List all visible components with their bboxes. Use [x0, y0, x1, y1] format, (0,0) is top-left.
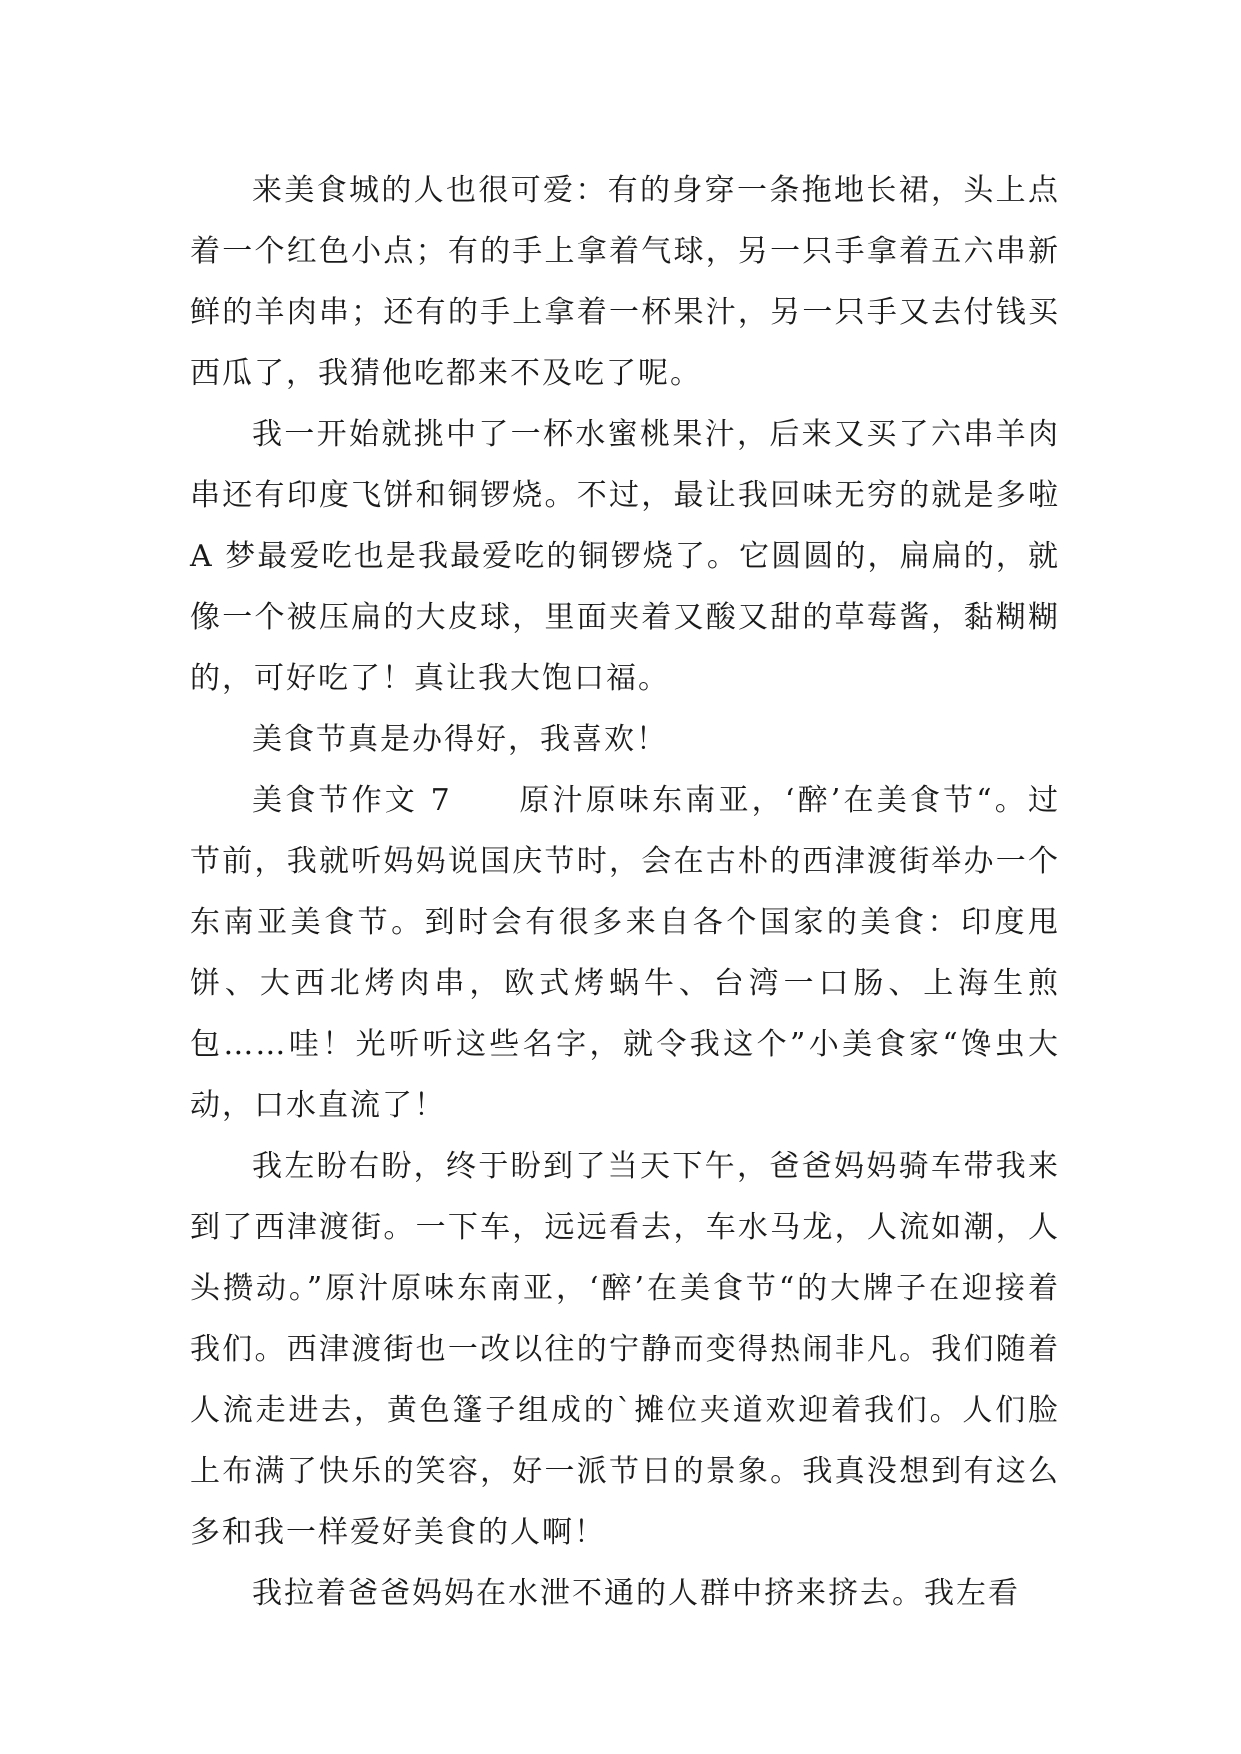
document-body	[190, 160, 1060, 1624]
paragraph-3: 美食节真是办得好，我喜欢！	[252, 722, 668, 757]
paragraph-6: 我拉着爸爸妈妈在水泄不通的人群中挤来挤去。我左看	[252, 1576, 1020, 1611]
paragraph-2: 我一开始就挑中了一杯水蜜桃果汁，后来又买了六串羊肉串还有印度飞饼和铜锣烧。不过，最让我回味无穷的就是多啦 A 梦最爱吃也是我最爱吃的铜锣烧了。它圆圆的，扁扁的，就像一个被压扁的大皮球，里面夹着又酸又甜的草莓酱，黏糊糊的，可好吃了！真让我大饱口福。	[190, 417, 1060, 696]
paragraph-5: 我左盼右盼，终于盼到了当天下午，爸爸妈妈骑车带我来到了西津渡街。一下车，远远看去，车水马龙，人流如潮，人头攒动。”原汁原味东南亚，‘醉’在美食节“的大牌子在迎接着我们。西津渡街也一改以往的宁静而变得热闹非凡。我们随着人流走进去，黄色篷子组成的`摊位夹道欢迎着我们。人们脸上布满了快乐的笑容，好一派节日的景象。我真没想到有这么多和我一样爱好美食的人啊！	[190, 1149, 1060, 1550]
paragraph-4: 美食节作文 7 原汁原味东南亚，‘醉’在美食节“。过节前，我就听妈妈说国庆节时，会在古朴的西津渡街举办一个东南亚美食节。到时会有很多来自各个国家的美食：印度甩饼、大西北烤肉串，欧式烤蜗牛、台湾一口肠、上海生煎包……哇！光听听这些名字，就令我这个”小美食家“馋虫大动，口水直流了！	[190, 783, 1060, 1123]
paragraph-1: 来美食城的人也很可爱：有的身穿一条拖地长裙，头上点着一个红色小点；有的手上拿着气球，另一只手拿着五六串新鲜的羊肉串；还有的手上拿着一杯果汁，另一只手又去付钱买西瓜了，我猜他吃都来不及吃了呢。	[190, 173, 1060, 391]
